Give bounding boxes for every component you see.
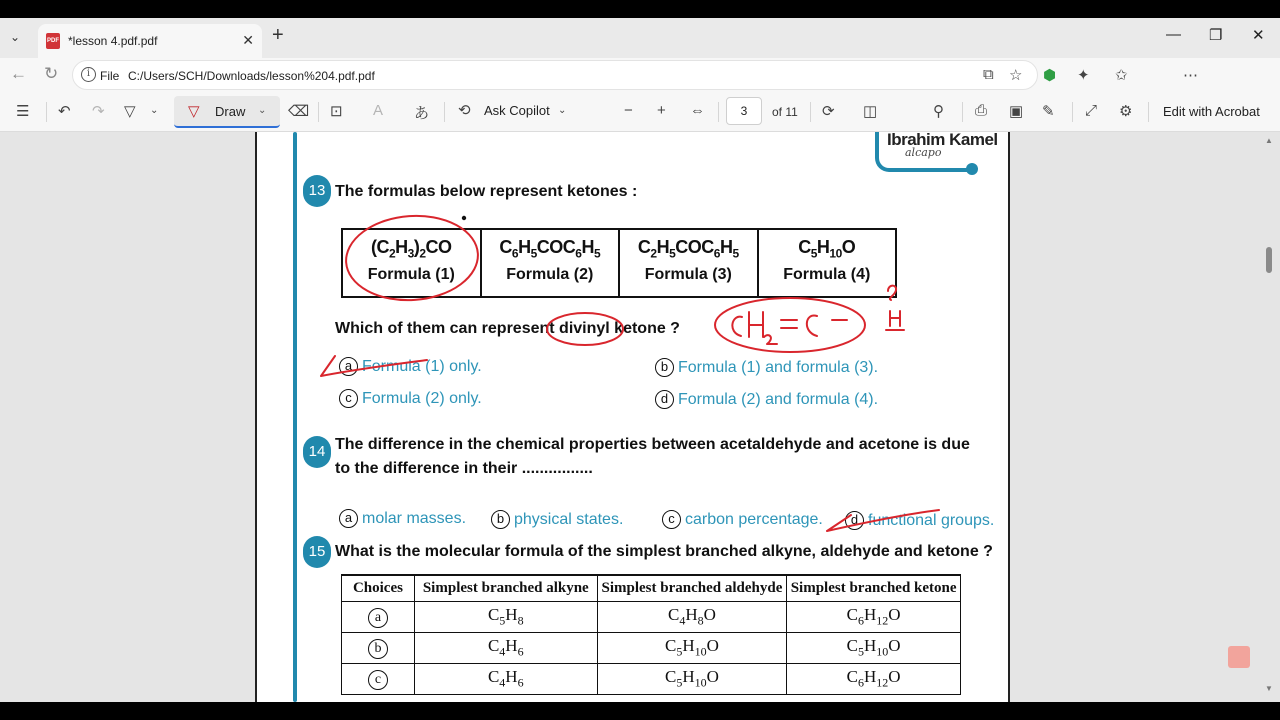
option-letter: b bbox=[655, 358, 674, 377]
option-b[interactable] bbox=[491, 510, 623, 529]
toolbar-divider bbox=[46, 102, 47, 122]
print-icon[interactable]: ⎙ bbox=[975, 102, 988, 119]
url-scheme: File bbox=[100, 69, 120, 83]
column-header: Simplest branched alkyne bbox=[414, 575, 597, 601]
bottom-bezel bbox=[0, 702, 1280, 720]
option-text: carbon percentage. bbox=[685, 511, 823, 528]
aldehyde-cell: $C_4H_8O$ bbox=[597, 601, 787, 632]
toolbar-divider bbox=[718, 102, 719, 122]
option-d[interactable] bbox=[655, 390, 878, 409]
option-text: Formula (2) and formula (4). bbox=[678, 391, 879, 408]
choice-cell bbox=[342, 632, 415, 663]
alkyne-cell: $C_4H_6$ bbox=[414, 663, 597, 694]
formula-cell bbox=[620, 230, 759, 296]
table-row bbox=[342, 601, 961, 632]
minimize-icon[interactable]: — bbox=[1166, 26, 1181, 43]
toolbar-divider bbox=[810, 102, 811, 122]
pdf-page bbox=[255, 132, 1010, 702]
option-text: Formula (1) only. bbox=[362, 358, 482, 375]
choice-cell bbox=[342, 663, 415, 694]
draw-pen-icon: ▽ bbox=[188, 103, 200, 120]
column-header: Simplest branched aldehyde bbox=[597, 575, 787, 601]
address-bar-row bbox=[0, 58, 1280, 92]
url-path: C:/Users/SCH/Downloads/lesson%204.pdf.pdf bbox=[128, 69, 375, 83]
choice-letter: c bbox=[368, 670, 388, 690]
option-text: Formula (1) and formula (3). bbox=[678, 359, 879, 376]
ink-dot bbox=[463, 217, 465, 219]
ask-copilot-dropdown-icon[interactable]: ⌄ bbox=[558, 105, 567, 116]
ketone-cell: $C_5H_{10}O$ bbox=[787, 632, 961, 663]
option-text: molar masses. bbox=[362, 510, 467, 527]
formula-label: Formula (4) bbox=[783, 265, 871, 283]
refresh-icon[interactable]: ↻ bbox=[44, 64, 59, 83]
formula-2: $C_6H_5COC_6H_5$ bbox=[499, 237, 601, 261]
pdf-file-icon: PDF bbox=[46, 33, 60, 49]
brand-logo bbox=[875, 132, 998, 172]
browser-tab[interactable] bbox=[38, 24, 262, 58]
ketone-formulas-table bbox=[341, 228, 897, 298]
option-text: functional groups. bbox=[868, 512, 995, 529]
option-a[interactable] bbox=[339, 357, 482, 376]
formula-cell bbox=[343, 230, 482, 296]
tab-actions-chevron-icon[interactable]: ⌄ bbox=[10, 30, 21, 44]
search-icon[interactable]: ⚲ bbox=[933, 103, 944, 120]
favorites-icon[interactable]: ✩ bbox=[1115, 67, 1128, 84]
vertical-scrollbar[interactable] bbox=[1262, 132, 1276, 702]
ask-copilot-button[interactable]: Ask Copilot bbox=[484, 103, 550, 118]
settings-gear-icon[interactable]: ⚙ bbox=[1119, 103, 1133, 120]
toolbar-divider bbox=[962, 102, 963, 122]
draw-dropdown-icon: ⌄ bbox=[258, 105, 267, 116]
zoom-out-icon[interactable]: − bbox=[624, 102, 633, 119]
toolbar-divider bbox=[444, 102, 445, 122]
page-view-icon[interactable]: ◫ bbox=[863, 103, 878, 120]
page-count: of 11 bbox=[772, 105, 798, 119]
question-14-line-1: The difference in the chemical properties between acetaldehyde and acetone is due bbox=[335, 436, 970, 453]
undo-icon[interactable]: ↶ bbox=[58, 103, 71, 120]
tab-title: *lesson 4.pdf.pdf bbox=[68, 34, 158, 48]
translate-icon[interactable]: ⧉ bbox=[983, 66, 994, 83]
favorite-star-icon[interactable]: ☆ bbox=[1009, 67, 1023, 84]
option-letter: c bbox=[662, 510, 681, 529]
page-number-input[interactable]: 3 bbox=[726, 97, 762, 125]
pdf-toolbar bbox=[0, 92, 1280, 132]
translate-page-icon[interactable]: あ bbox=[414, 105, 430, 122]
ask-copilot-icon[interactable]: ⟲ bbox=[458, 102, 471, 119]
acrobat-icon[interactable] bbox=[1228, 646, 1250, 668]
option-letter: b bbox=[491, 510, 510, 529]
save-as-icon[interactable]: ✎ bbox=[1042, 103, 1055, 120]
brand-dot bbox=[966, 163, 978, 175]
formula-cell bbox=[482, 230, 621, 296]
formula-3: $C_2H_5COC_6H_5$ bbox=[637, 237, 739, 261]
zoom-in-icon[interactable]: + bbox=[657, 102, 666, 119]
option-letter: d bbox=[655, 390, 674, 409]
page-accent-line bbox=[293, 132, 297, 702]
choices-table bbox=[341, 574, 961, 695]
table-of-contents-icon[interactable]: ☰ bbox=[16, 103, 30, 120]
option-letter: a bbox=[339, 509, 358, 528]
column-header: Simplest branched ketone bbox=[787, 575, 961, 601]
option-text: Formula (2) only. bbox=[362, 390, 482, 407]
restore-icon[interactable]: ❐ bbox=[1209, 27, 1223, 44]
alkyne-cell: $C_4H_6$ bbox=[414, 632, 597, 663]
table-row bbox=[342, 632, 961, 663]
draw-label: Draw bbox=[215, 104, 246, 119]
ink-circle-structure bbox=[715, 298, 865, 352]
info-icon[interactable]: i bbox=[81, 67, 96, 82]
table-header-row bbox=[342, 575, 961, 601]
formula-label: Formula (1) bbox=[367, 265, 455, 283]
option-c[interactable] bbox=[662, 510, 823, 529]
address-field[interactable] bbox=[72, 60, 1038, 90]
scroll-down-icon[interactable]: ▼ bbox=[1265, 684, 1273, 693]
question-14-line-2: to the difference in their ................ bbox=[335, 460, 593, 477]
option-d[interactable] bbox=[845, 511, 994, 530]
question-number-badge: 14 bbox=[303, 436, 331, 468]
question-13-text: The formulas below represent ketones : bbox=[335, 183, 638, 200]
pdf-viewer bbox=[0, 132, 1280, 702]
scrollbar-thumb[interactable] bbox=[1266, 247, 1272, 273]
option-letter: a bbox=[339, 357, 358, 376]
choice-letter: a bbox=[368, 608, 388, 628]
option-c[interactable] bbox=[339, 389, 482, 408]
edit-with-acrobat-button[interactable]: Edit with Acrobat bbox=[1163, 104, 1260, 119]
formula-1: $(C_2H_3)_2CO$ bbox=[370, 237, 452, 261]
question-number-badge: 13 bbox=[303, 175, 331, 207]
rotate-icon[interactable]: ⟳ bbox=[822, 103, 835, 120]
scroll-up-icon[interactable]: ▲ bbox=[1265, 136, 1273, 145]
formula-cell bbox=[759, 230, 896, 296]
toolbar-divider bbox=[1148, 102, 1149, 122]
more-options-icon[interactable]: ⋯ bbox=[1183, 67, 1198, 84]
fit-page-icon[interactable]: ⇔ bbox=[690, 102, 705, 119]
highlight-icon[interactable]: ▽ bbox=[124, 103, 136, 120]
aldehyde-cell: $C_5H_{10}O$ bbox=[597, 663, 787, 694]
option-b[interactable] bbox=[655, 358, 878, 377]
question-number-badge: 15 bbox=[303, 536, 331, 568]
fullscreen-icon[interactable]: ⤢ bbox=[1085, 102, 1098, 119]
text-box-icon[interactable]: ⊡ bbox=[330, 103, 343, 120]
aldehyde-cell: $C_5H_{10}O$ bbox=[597, 632, 787, 663]
question-15-text: What is the molecular formula of the simplest branched alkyne, aldehyde and ketone ? bbox=[335, 543, 993, 560]
draw-button[interactable] bbox=[174, 96, 280, 128]
highlight-dropdown-icon[interactable]: ⌄ bbox=[150, 105, 159, 116]
extensions-puzzle-icon[interactable]: ✦ bbox=[1077, 67, 1090, 84]
ketone-cell: $C_6H_{12}O$ bbox=[787, 601, 961, 632]
alkyne-cell: $C_5H_8$ bbox=[414, 601, 597, 632]
top-bezel bbox=[0, 0, 1280, 18]
new-tab-icon[interactable]: + bbox=[272, 24, 284, 46]
window-close-icon[interactable]: ✕ bbox=[1252, 27, 1265, 44]
option-letter: c bbox=[339, 389, 358, 408]
brand-signature: alcapo bbox=[905, 146, 942, 159]
toolbar-divider bbox=[1072, 102, 1073, 122]
tab-strip bbox=[0, 18, 1280, 58]
formula-label: Formula (2) bbox=[506, 265, 594, 283]
choice-cell bbox=[342, 601, 415, 632]
back-icon[interactable]: ← bbox=[10, 64, 27, 83]
option-a[interactable] bbox=[339, 509, 466, 528]
extension-icon[interactable]: ⬢ bbox=[1043, 67, 1057, 84]
redo-icon[interactable]: ↷ bbox=[92, 103, 105, 120]
toolbar-divider bbox=[318, 102, 319, 122]
column-header: Choices bbox=[342, 575, 415, 601]
formula-label: Formula (3) bbox=[644, 265, 732, 283]
close-tab-icon[interactable]: ✕ bbox=[242, 32, 254, 48]
ketone-cell: $C_6H_{12}O$ bbox=[787, 663, 961, 694]
eraser-icon[interactable]: ⌫ bbox=[288, 103, 310, 120]
option-text: physical states. bbox=[514, 511, 624, 528]
read-aloud-icon[interactable]: A bbox=[373, 102, 384, 119]
choice-letter: b bbox=[368, 639, 388, 659]
formula-4: $C_5H_{10}O$ bbox=[798, 237, 856, 261]
save-icon[interactable]: ▣ bbox=[1009, 103, 1024, 120]
table-row bbox=[342, 663, 961, 694]
question-13-prompt: Which of them can represent divinyl ketone ? bbox=[335, 320, 680, 337]
brand-name: Ibrahim Kamel bbox=[887, 132, 998, 149]
option-letter: d bbox=[845, 511, 864, 530]
